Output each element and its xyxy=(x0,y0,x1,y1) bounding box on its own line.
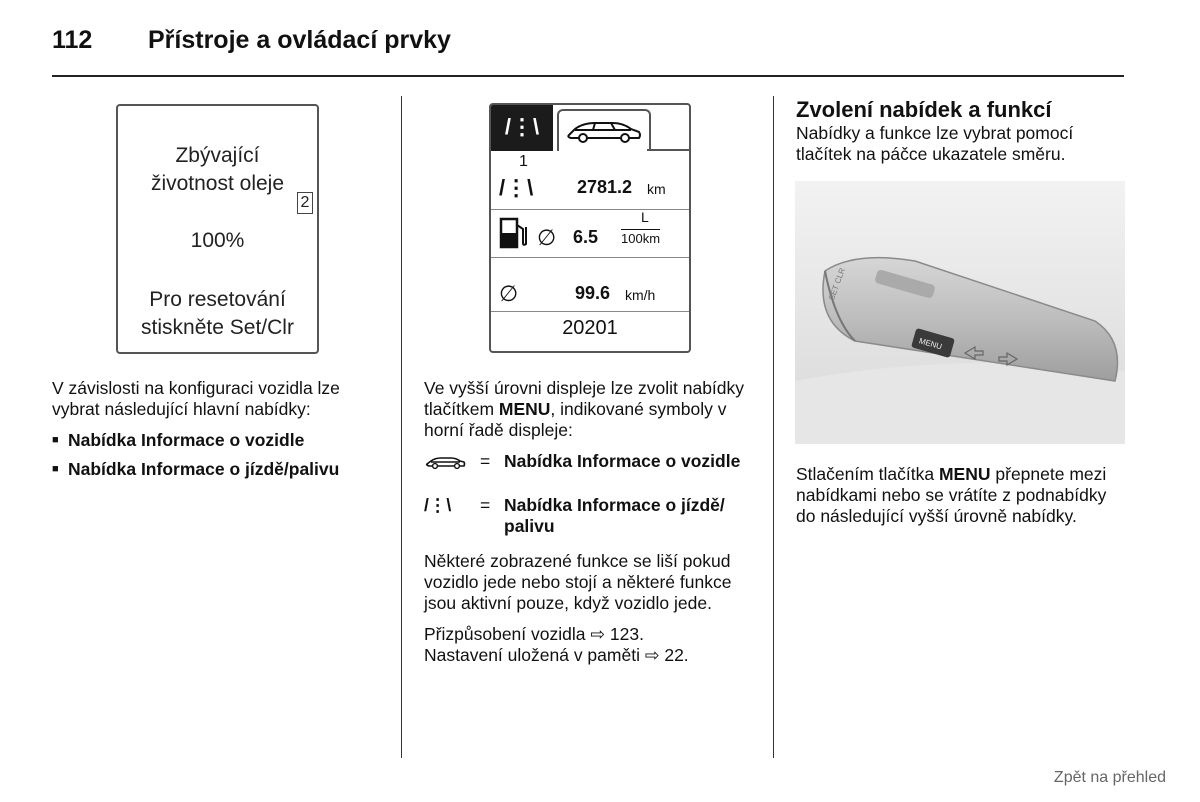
menu-keyword: MENU xyxy=(498,399,551,419)
trip-fuel-tab: /⋮\ xyxy=(491,105,553,151)
odometer-value: 20201 xyxy=(562,317,618,339)
equals-sign: = xyxy=(480,495,491,515)
column-1 xyxy=(52,378,392,488)
text-span: přepnete mezi nabídkami nebo se vrátíte z podnabídky do následující vyšší úrovně nabídky. xyxy=(796,464,1107,526)
symbol-row-trip xyxy=(424,495,759,551)
col2-paragraph xyxy=(424,378,759,441)
back-to-overview-link[interactable]: Zpět na přehled xyxy=(1053,769,1166,786)
menu-list xyxy=(52,430,392,480)
oil-page-badge: 2 xyxy=(297,192,313,214)
column-3-lower xyxy=(796,464,1126,537)
list-item: ■ Nabídka Informace o jízdě/palivu xyxy=(52,459,392,480)
header-rule xyxy=(52,75,1124,77)
text-span: Stlačením tlačítka xyxy=(796,464,939,484)
column-3 xyxy=(796,97,1126,175)
speed-avg-symbol: ∅ xyxy=(499,281,519,306)
column-2 xyxy=(424,378,759,666)
menu-button-label: MENU xyxy=(917,336,944,352)
trip-distance-value: 2781.2 xyxy=(577,177,633,197)
text-span: , indikované symboly v horní řadě displeje: xyxy=(424,399,727,440)
set-clr-label: SET CLR xyxy=(827,266,848,302)
car-icon xyxy=(561,113,647,149)
oil-line5: stiskněte Set/Clr xyxy=(141,316,294,339)
fuel-avg-symbol: ∅ xyxy=(537,225,557,250)
fuel-unit-top: L xyxy=(641,209,649,225)
page-title: Přístroje a ovládací prvky xyxy=(148,26,451,54)
col3-intro: Nabídky a funkce lze vybrat pomocí tlačítek na páčce ukazatele směru. xyxy=(796,123,1074,164)
column-divider-left xyxy=(401,96,402,758)
column-divider-right xyxy=(773,96,774,758)
oil-line2: životnost oleje xyxy=(150,172,285,195)
trip-separator xyxy=(491,209,689,210)
oil-life-display xyxy=(116,104,319,354)
page-number: 112 xyxy=(52,26,93,54)
oil-line1: Zbývající xyxy=(175,144,260,167)
oil-line4: Pro resetování xyxy=(149,288,286,311)
col2-paragraph: Některé zobrazené funkce se liší pokud vozidlo jede nebo stojí a některé funkce jsou aktivní pouze, když vozidlo jede. xyxy=(424,551,732,613)
col1-paragraph: V závislosti na konfiguraci vozidla lze vybrat následující hlavní nabídky: xyxy=(52,378,340,419)
trip-icon: /⋮\ xyxy=(424,495,452,515)
trip-computer-display xyxy=(489,103,691,353)
symbol-description: Nabídka Informace o vozidle xyxy=(504,451,741,471)
turn-signal-lever-photo xyxy=(795,181,1125,444)
fuel-unit-bottom: 100km xyxy=(621,231,661,246)
lever-illustration xyxy=(795,181,1125,444)
tab-baseline xyxy=(647,149,689,151)
fuel-pump-icon xyxy=(499,217,529,249)
trip-index: 1 xyxy=(519,153,528,170)
vehicle-info-tab xyxy=(557,109,651,151)
list-item: ■ Nabídka Informace o vozidle xyxy=(52,430,392,451)
symbol-description: Nabídka Informace o jízdě/ palivu xyxy=(504,495,725,536)
trip-icon: /⋮\ xyxy=(499,175,534,200)
oil-percent: 100% xyxy=(190,229,245,252)
fuel-consumption-value: 6.5 xyxy=(573,227,599,247)
symbol-row-vehicle xyxy=(424,451,759,495)
trip-separator xyxy=(491,311,689,312)
cross-reference-link[interactable]: Nastavení uložená v paměti ⇨ 22. xyxy=(424,645,689,665)
car-icon xyxy=(424,453,468,471)
equals-sign: = xyxy=(480,451,491,471)
text-span: Ve vyšší úrovni displeje lze zvolit nabídky tlačítkem xyxy=(424,378,745,419)
avg-speed-unit: km/h xyxy=(625,287,656,303)
col3-paragraph xyxy=(796,464,1126,527)
trip-distance-unit: km xyxy=(647,181,666,197)
menu-keyword: MENU xyxy=(938,464,991,484)
trip-separator xyxy=(491,257,689,258)
avg-speed-value: 99.6 xyxy=(575,283,611,303)
cross-reference-link[interactable]: Přizpůsobení vozidla ⇨ 123. xyxy=(424,624,644,644)
section-heading: Zvolení nabídek a funkcí xyxy=(796,97,1052,122)
